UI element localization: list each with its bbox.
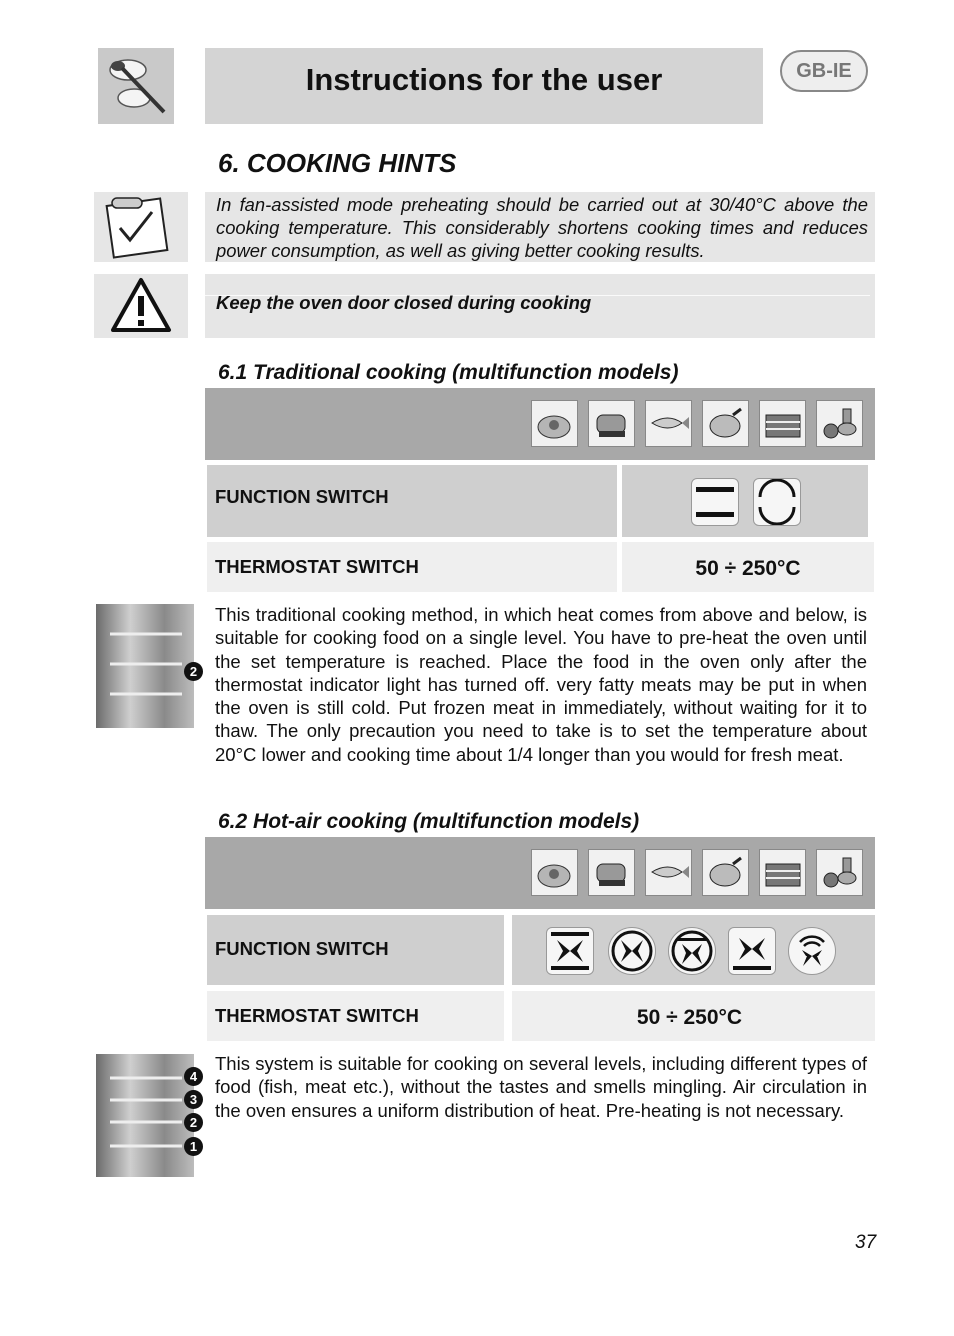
temperature-range: 50 ÷ 250°C <box>636 1006 743 1029</box>
shelf-badge: 2 <box>184 662 203 681</box>
thermostat-switch-label: THERMOSTAT SWITCH <box>215 1005 419 1026</box>
cake-icon <box>759 849 806 896</box>
traditional-description: This traditional cooking method, in which heat comes from above and below, is suitable for cooking food on a single level. You have to pre-heat the oven until the set temperature is reached. Place the food in the oven only after the thermostat indicator light has turned off. very fatty meats may be put in when the oven is still cold. Put frozen meat in immediately, without waiting for it to thaw. The only precaution you need to take is to set the temperature about 20°C lower and cooking time about 1/4 longer than you would for fresh meat. <box>215 604 867 765</box>
poultry-icon <box>702 849 749 896</box>
top-bottom-heat-icon <box>691 478 739 526</box>
food-icon-bar <box>205 388 875 460</box>
thermostat-switch-label: THERMOSTAT SWITCH <box>215 556 419 577</box>
warning-text: Keep the oven door closed during cooking <box>216 292 592 313</box>
bread-icon <box>588 400 635 447</box>
fish-icon <box>645 400 692 447</box>
vegetables-icon <box>816 849 863 896</box>
note-icon-box <box>94 192 188 262</box>
vegetables-icon <box>816 400 863 447</box>
temperature-range: 50 ÷ 250°C <box>695 557 801 580</box>
shelf-badge: 1 <box>184 1137 203 1156</box>
section-title: 6. COOKING HINTS <box>218 148 457 178</box>
notepad-icon <box>94 192 188 262</box>
roast-icon <box>531 849 578 896</box>
shelf-badge: 4 <box>184 1067 203 1086</box>
oven-shelf-image <box>96 1054 198 1177</box>
function-symbols-cell <box>512 915 875 985</box>
chef-logo <box>98 48 174 124</box>
fan-bottom-icon <box>728 927 776 975</box>
hotair-description: This system is suitable for cooking on several levels, including different types of food (fish, meat etc.), without the tastes and smells mingling. Air circulation in the oven ensures a uniform distribution of heat. Pre-heating is not necessary. <box>215 1053 867 1121</box>
fan-top-bottom-icon <box>546 927 594 975</box>
food-icon-bar <box>205 837 875 909</box>
subsection-title-traditional: 6.1 Traditional cooking (multifunction models) <box>218 361 679 384</box>
function-switch-label: FUNCTION SWITCH <box>215 938 389 959</box>
cake-icon <box>759 400 806 447</box>
subsection-title-hotair: 6.2 Hot-air cooking (multifunction models) <box>218 810 640 833</box>
static-oven-icon <box>753 478 801 526</box>
fish-icon <box>645 849 692 896</box>
bread-icon <box>588 849 635 896</box>
function-switch-label: FUNCTION SWITCH <box>215 486 389 507</box>
warning-icon <box>94 274 188 338</box>
page-number: 37 <box>855 1232 877 1253</box>
oven-shelf-image <box>96 604 198 728</box>
note-text: In fan-assisted mode preheating should be carried out at 30/40°C above the cooking temperature. This considerably shortens cooking times and reduces power consumption, as well as giving better cooking results. <box>216 194 868 261</box>
fan-ring-icon <box>608 927 656 975</box>
fan-defrost-icon <box>788 927 836 975</box>
shelf-badge: 3 <box>184 1090 203 1109</box>
poultry-icon <box>702 400 749 447</box>
warning-icon-box <box>94 274 188 338</box>
fan-ring-grill-icon <box>668 927 716 975</box>
roast-icon <box>531 400 578 447</box>
chef-spoon-icon <box>98 48 174 124</box>
shelf-badge: 2 <box>184 1113 203 1132</box>
function-symbols-cell <box>622 465 868 537</box>
country-badge: GB-IE <box>780 50 868 92</box>
page-title: Instructions for the user <box>305 62 663 97</box>
